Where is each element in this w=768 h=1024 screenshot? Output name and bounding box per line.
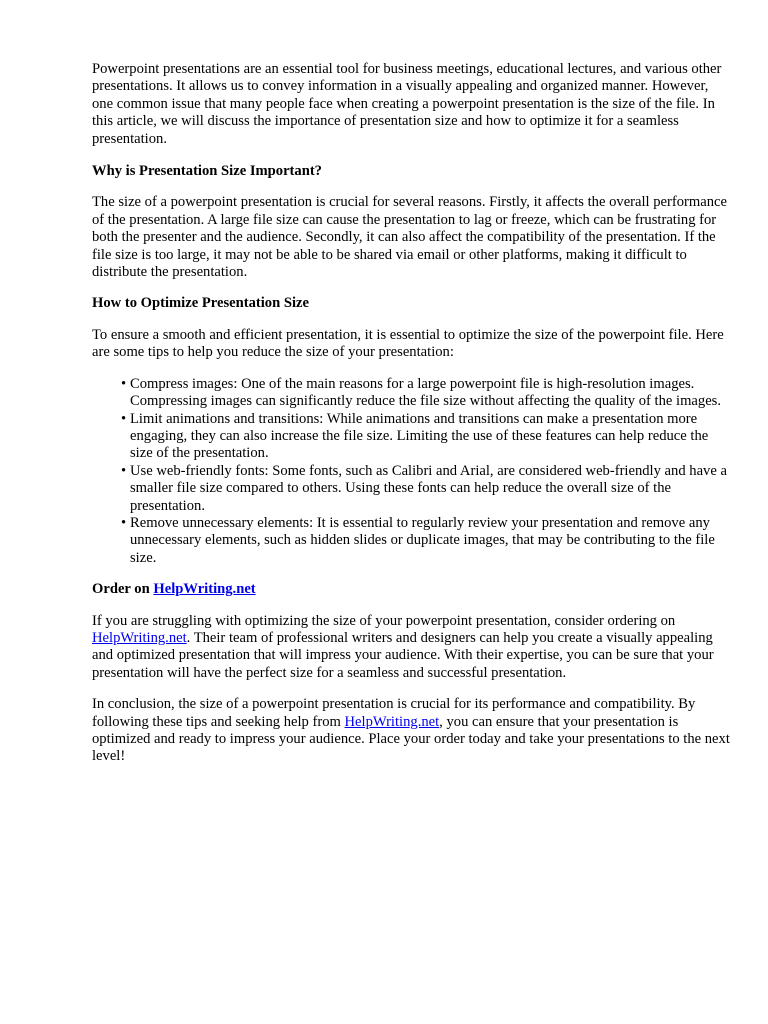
- intro-paragraph: Powerpoint presentations are an essential tool for business meetings, educational lectures, and various other presentations. It allows us to convey information in a visually appealing and organized manner. However, one common issue that many people face when creating a powerpoint presentation is the size of the file. In this article, we will discuss the importance of presentation size and how to optimize it for a seamless presentation.: [92, 61, 722, 147]
- list-item: • Use web-friendly fonts: Some fonts, such as Calibri and Arial, are considered web-friendly and have a smaller file size compared to others. Using these fonts can help reduce the overall size of the presentation.: [130, 463, 732, 515]
- helpwriting-body-link[interactable]: HelpWriting.net: [92, 629, 187, 646]
- helpwriting-heading-link[interactable]: HelpWriting.net: [153, 581, 256, 598]
- optimize-paragraph: To ensure a smooth and efficient presentation, it is essential to optimize the size of the powerpoint file. Here are some tips to help you reduce the size of your presentation:: [92, 326, 724, 361]
- order-paragraph: [92, 613, 732, 683]
- document-page: [92, 61, 732, 780]
- why-size-paragraph: The size of a powerpoint presentation is crucial for several reasons. Firstly, it affects the overall performance of the presentation. A large file size can cause the presentation to lag or freeze, which can be frustrating for both the presenter and the audience. Secondly, it can also affect the compatibility of the presentation. If the file size is too large, it may not be able to be shared via email or other platforms, making it difficult to distribute the presentation.: [92, 194, 727, 281]
- conclusion-text-after: , you can ensure that your presentation is optimized and ready to impress your audience. Place your order today and take your presentations to the next level!: [92, 713, 730, 765]
- list-item: • Limit animations and transitions: While animations and transitions can make a presentation more engaging, they can also increase the file size. Limiting the use of these features can help reduce the size of the presentation.: [130, 411, 732, 463]
- section-heading-why-size: Why is Presentation Size Important?: [92, 163, 322, 180]
- order-heading-prefix: Order on: [92, 581, 154, 598]
- order-text-after: . Their team of professional writers and designers can help you create a visually appealing and optimized presentation that will impress your audience. With their expertise, you can be sure that your presentation will have the perfect size for a seamless and successful presentation.: [92, 629, 714, 681]
- tips-list: [92, 376, 732, 567]
- order-text-before: If you are struggling with optimizing the size of your powerpoint presentation, consider ordering on: [92, 612, 676, 629]
- conclusion-paragraph: [92, 696, 732, 766]
- list-item: • Remove unnecessary elements: It is essential to regularly review your presentation and remove any unnecessary elements, such as hidden slides or duplicate images, that may be contributing to the file size.: [130, 515, 732, 567]
- list-item: • Compress images: One of the main reasons for a large powerpoint file is high-resolution images. Compressing images can significantly reduce the file size without affecting the quality of the images.: [130, 376, 732, 411]
- section-heading-order: [92, 581, 732, 598]
- section-heading-optimize: How to Optimize Presentation Size: [92, 295, 309, 312]
- helpwriting-conclusion-link[interactable]: HelpWriting.net: [344, 713, 440, 730]
- conclusion-text-before: In conclusion, the size of a powerpoint presentation is crucial for its performance and compatibility. By following these tips and seeking help from: [92, 696, 696, 730]
